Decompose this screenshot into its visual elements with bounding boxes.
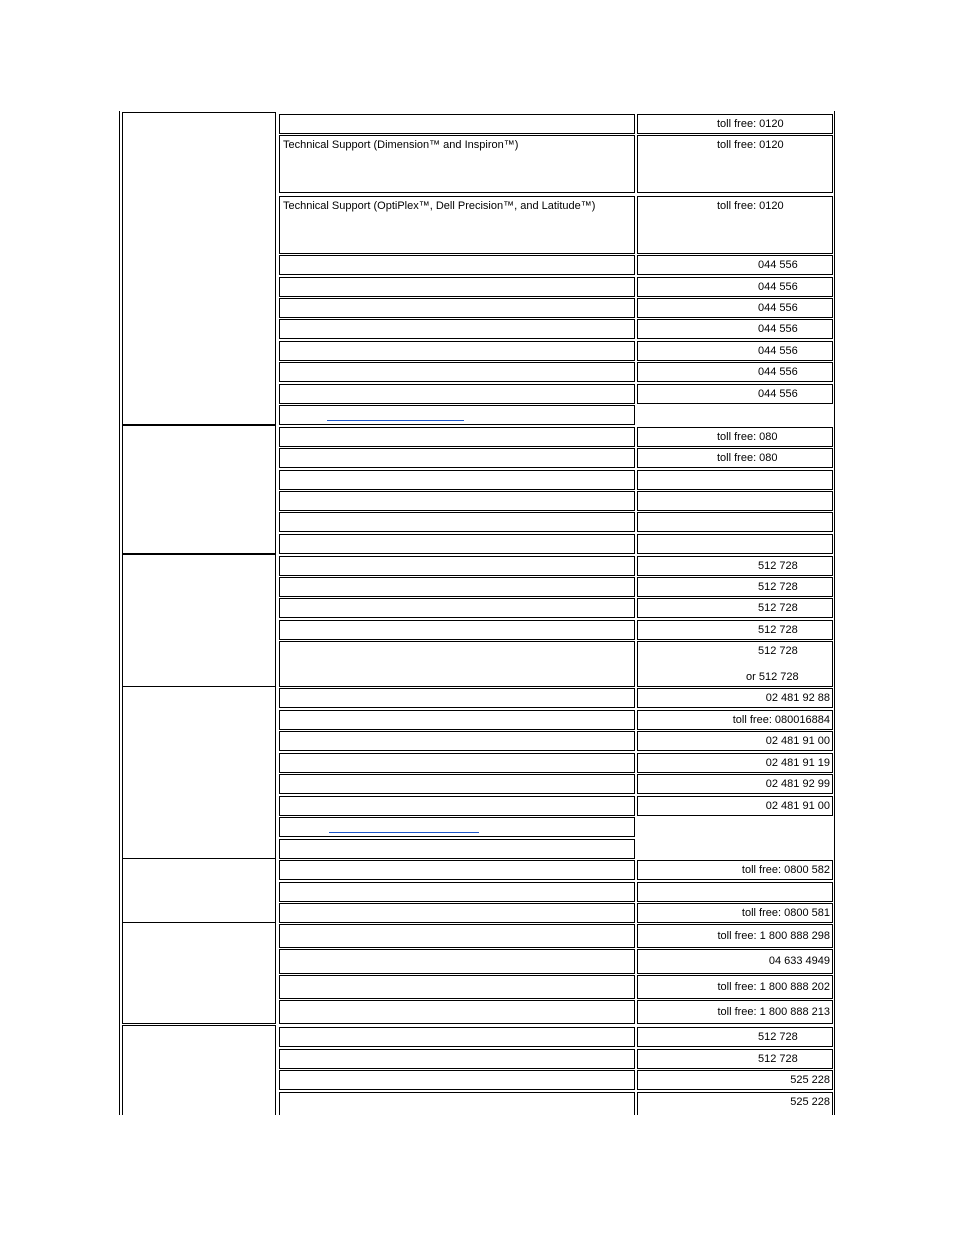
service-cell bbox=[279, 1070, 635, 1090]
phone-number-cell bbox=[637, 135, 833, 193]
service-cell bbox=[279, 255, 635, 275]
phone-number-cell bbox=[637, 384, 833, 404]
phone-number: 044 556 bbox=[758, 366, 798, 378]
phone-number: 512 728 bbox=[758, 1031, 798, 1043]
phone-number-cell bbox=[637, 924, 833, 948]
phone-number-cell bbox=[637, 1027, 833, 1047]
phone-number-cell bbox=[637, 753, 833, 773]
phone-number-cell bbox=[637, 534, 833, 554]
service-cell bbox=[279, 556, 635, 576]
phone-number: 044 556 bbox=[758, 345, 798, 357]
table-left-edge bbox=[119, 111, 120, 1115]
phone-number-cell bbox=[637, 405, 833, 425]
phone-number: 525 228 bbox=[790, 1074, 830, 1086]
phone-number-cell bbox=[637, 1049, 833, 1069]
service-cell bbox=[279, 1092, 635, 1115]
phone-number: toll free: 0120 bbox=[717, 118, 784, 130]
phone-number: 512 728 bbox=[758, 602, 798, 614]
phone-number-cell bbox=[637, 577, 833, 597]
service-label: Technical Support (Dimension™ and Inspiron™) bbox=[283, 139, 519, 151]
service-cell bbox=[279, 774, 635, 794]
phone-number: 044 556 bbox=[758, 323, 798, 335]
website-link bbox=[329, 832, 479, 833]
phone-number-alt: or 512 728 bbox=[746, 671, 799, 683]
phone-number: toll free: 0800 581 bbox=[741, 907, 830, 919]
phone-number: 02 481 92 99 bbox=[765, 778, 830, 790]
service-cell bbox=[279, 427, 635, 447]
phone-number-cell bbox=[637, 277, 833, 297]
service-cell bbox=[279, 796, 635, 816]
service-cell bbox=[279, 949, 635, 974]
phone-number: 02 481 92 88 bbox=[765, 692, 830, 704]
phone-number-cell bbox=[637, 427, 833, 447]
phone-number: 02 481 91 00 bbox=[765, 735, 830, 747]
phone-number: 512 728 bbox=[758, 645, 798, 657]
service-cell bbox=[279, 817, 635, 837]
service-cell bbox=[279, 196, 635, 254]
phone-number-cell bbox=[637, 362, 833, 382]
phone-number-cell bbox=[637, 598, 833, 618]
phone-number-cell bbox=[637, 975, 833, 999]
contact-table bbox=[119, 111, 835, 1115]
website-link bbox=[327, 420, 464, 421]
service-cell bbox=[279, 491, 635, 511]
service-cell bbox=[279, 470, 635, 490]
phone-number-cell bbox=[637, 448, 833, 468]
service-cell bbox=[279, 1027, 635, 1047]
phone-number-cell bbox=[637, 196, 833, 254]
phone-number-cell bbox=[637, 1000, 833, 1024]
phone-number: toll free: 080016884 bbox=[732, 714, 830, 726]
service-cell bbox=[279, 1000, 635, 1024]
phone-number: toll free: 1 800 888 202 bbox=[717, 981, 830, 993]
country-cell bbox=[122, 1025, 276, 1115]
phone-number-cell bbox=[637, 731, 833, 751]
service-cell bbox=[279, 1049, 635, 1069]
phone-number: toll free: 1 800 888 213 bbox=[717, 1006, 830, 1018]
service-cell bbox=[279, 534, 635, 554]
phone-number: 02 481 91 00 bbox=[765, 800, 830, 812]
phone-number-cell bbox=[637, 1070, 833, 1090]
phone-number: toll free: 0120 bbox=[717, 200, 784, 212]
service-cell bbox=[279, 688, 635, 708]
phone-number-cell bbox=[637, 470, 833, 490]
service-cell bbox=[279, 298, 635, 318]
service-cell bbox=[279, 710, 635, 730]
phone-number-cell bbox=[637, 1092, 833, 1115]
country-cell bbox=[122, 554, 276, 687]
phone-number: 512 728 bbox=[758, 1053, 798, 1065]
country-cell bbox=[122, 686, 276, 859]
phone-number-cell bbox=[637, 641, 833, 687]
phone-number: 512 728 bbox=[758, 624, 798, 636]
service-cell bbox=[279, 577, 635, 597]
service-cell bbox=[279, 598, 635, 618]
service-cell bbox=[279, 512, 635, 532]
service-cell bbox=[279, 731, 635, 751]
country-cell bbox=[122, 922, 276, 1024]
service-cell bbox=[279, 882, 635, 902]
phone-number-cell bbox=[637, 882, 833, 902]
country-cell bbox=[122, 858, 276, 923]
service-cell bbox=[279, 319, 635, 339]
service-cell bbox=[279, 753, 635, 773]
phone-number-cell bbox=[637, 949, 833, 974]
phone-number: toll free: 0120 bbox=[717, 139, 784, 151]
phone-number: 04 633 4949 bbox=[768, 955, 830, 967]
phone-number: 044 556 bbox=[758, 281, 798, 293]
phone-number-cell bbox=[637, 860, 833, 880]
phone-number: toll free: 0800 582 bbox=[741, 864, 830, 876]
phone-number-cell bbox=[637, 298, 833, 318]
phone-number-cell bbox=[637, 341, 833, 361]
country-cell bbox=[122, 425, 276, 554]
phone-number: 512 728 bbox=[758, 581, 798, 593]
phone-number-cell bbox=[637, 710, 833, 730]
country-cell bbox=[122, 112, 276, 425]
service-cell bbox=[279, 641, 635, 687]
phone-number: 044 556 bbox=[758, 259, 798, 271]
phone-number-cell bbox=[637, 255, 833, 275]
service-cell bbox=[279, 860, 635, 880]
service-cell bbox=[279, 277, 635, 297]
phone-number-cell bbox=[637, 688, 833, 708]
service-cell bbox=[279, 341, 635, 361]
phone-number-cell bbox=[637, 796, 833, 816]
service-cell bbox=[279, 384, 635, 404]
service-cell bbox=[279, 448, 635, 468]
service-cell bbox=[279, 924, 635, 948]
table-right-edge bbox=[834, 111, 835, 1115]
service-cell bbox=[279, 975, 635, 999]
phone-number: 044 556 bbox=[758, 388, 798, 400]
service-cell bbox=[279, 620, 635, 640]
phone-number-cell bbox=[637, 774, 833, 794]
phone-number-cell bbox=[637, 620, 833, 640]
service-cell bbox=[279, 362, 635, 382]
phone-number-cell bbox=[637, 817, 833, 859]
phone-number-cell bbox=[637, 512, 833, 532]
phone-number: toll free: 080 bbox=[717, 431, 778, 443]
phone-number: 512 728 bbox=[758, 560, 798, 572]
phone-number: toll free: 080 bbox=[717, 452, 778, 464]
phone-number: 02 481 91 19 bbox=[765, 757, 830, 769]
phone-number-cell bbox=[637, 114, 833, 134]
phone-number-cell bbox=[637, 556, 833, 576]
service-cell bbox=[279, 839, 635, 859]
phone-number: 044 556 bbox=[758, 302, 798, 314]
phone-number: toll free: 1 800 888 298 bbox=[717, 930, 830, 942]
phone-number-cell bbox=[637, 491, 833, 511]
service-cell bbox=[279, 114, 635, 134]
service-cell bbox=[279, 405, 635, 425]
phone-number-cell bbox=[637, 903, 833, 923]
service-cell bbox=[279, 903, 635, 923]
service-cell bbox=[279, 135, 635, 193]
phone-number-cell bbox=[637, 319, 833, 339]
service-label: Technical Support (OptiPlex™, Dell Precision™, and Latitude™) bbox=[283, 200, 596, 212]
phone-number: 525 228 bbox=[790, 1096, 830, 1108]
